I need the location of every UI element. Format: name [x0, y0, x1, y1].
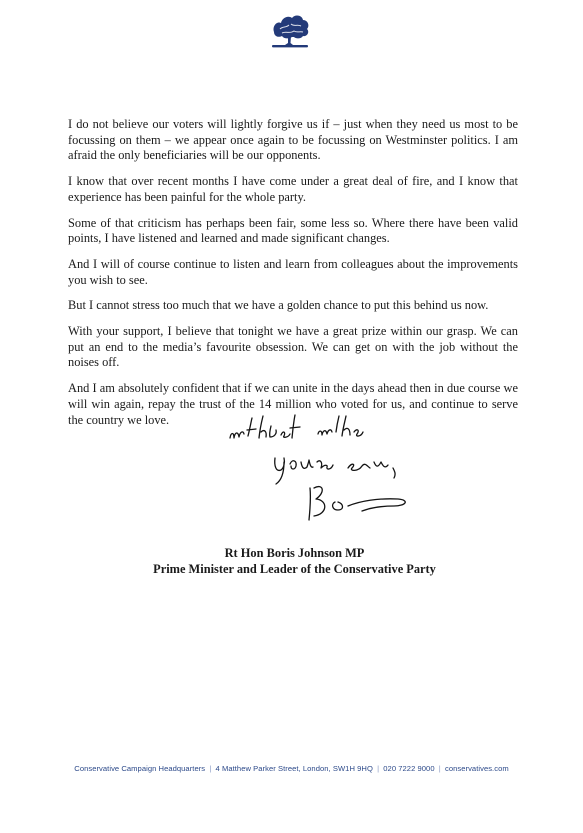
letter-paragraph: I do not believe our voters will lightly forgive us if – just when they need us most to be focussing on them – we appear once again to be focussing on Westminster politics. I am afraid the only beneficiaries will be our opponents. — [68, 117, 518, 163]
signatory-title: Prime Minister and Leader of the Conservative Party — [153, 562, 436, 576]
handwritten-signoff — [210, 410, 440, 530]
footer-office: Conservative Campaign Headquarters — [74, 764, 206, 773]
footer-separator: | — [377, 764, 380, 773]
letter-paragraph: With your support, I believe that tonight we have a great prize within our grasp. We can put an end to the media’s favourite obsession. We can get on with the job without the noises off. — [68, 324, 518, 370]
letter-paragraph: And I am absolutely confident that if we can unite in the days ahead then in due course we will win again, repay the trust of the 14 million who voted for us, and continue to serve the country we love. — [68, 381, 518, 427]
footer-website[interactable]: conservatives.com — [444, 764, 509, 773]
footer-address: 4 Matthew Parker Street, London, SW1H 9HQ — [215, 764, 373, 773]
letter-paragraph: Some of that criticism has perhaps been fair, some less so. Where there have been valid points, I have listened and learned and made significant changes. — [68, 215, 518, 246]
footer-separator: | — [438, 764, 441, 773]
footer-separator: | — [209, 764, 212, 773]
conservative-tree-logo-icon — [268, 12, 312, 48]
letter-paragraph: I know that over recent months I have come under a great deal of fire, and I know that experience has been painful for the whole party. — [68, 174, 518, 204]
letter-paragraph: And I will of course continue to listen and learn from colleagues about the improvements you wish to see. — [68, 256, 518, 287]
signatory-block — [0, 545, 583, 577]
letter-body — [68, 117, 518, 438]
tree-logo-svg — [268, 12, 312, 48]
letterhead-footer — [0, 764, 583, 773]
handwritten-signature — [210, 410, 440, 530]
footer-phone: 020 7222 9000 — [383, 764, 435, 773]
signatory-name: Rt Hon Boris Johnson MP — [224, 546, 365, 560]
letter-paragraph: But I cannot stress too much that we have a golden chance to put this behind us now. — [68, 298, 489, 313]
